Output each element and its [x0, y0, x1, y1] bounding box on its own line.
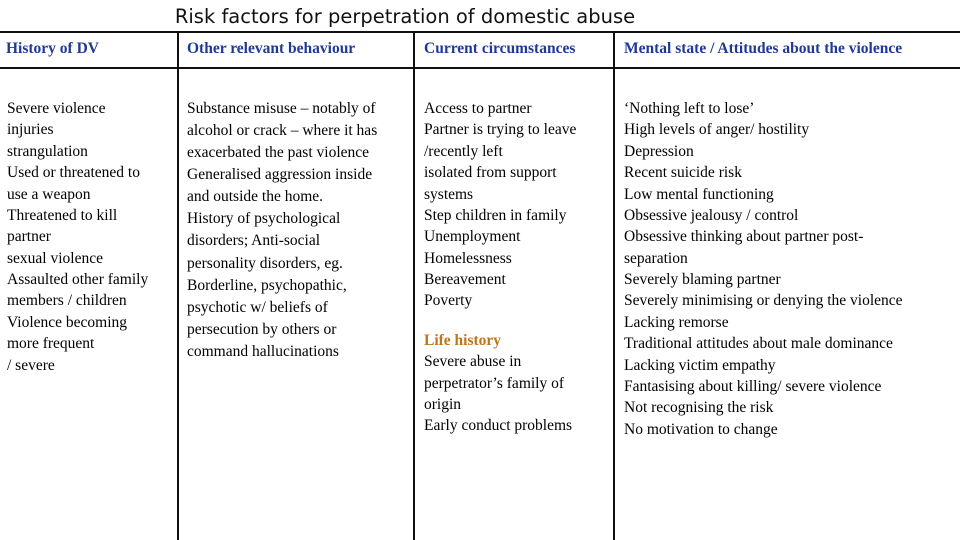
- list-item: Threatened to kill partner: [7, 206, 118, 246]
- list-item: Severely minimising or denying the violence: [624, 292, 903, 310]
- table-top-border: [0, 31, 960, 33]
- list-item: Assaulted other family members / children: [7, 271, 149, 310]
- list-item: sexual violence: [7, 249, 103, 267]
- header-current-circumstances: Current circumstances: [424, 40, 576, 57]
- list-item: Obsessive thinking about partner post- separation: [624, 228, 864, 267]
- list-item: Homelessness: [424, 249, 512, 267]
- list-item: Used or threatened to use a weapon: [7, 164, 140, 203]
- list-item: Fantasising about killing/ severe violence: [624, 377, 882, 395]
- list-item: Early conduct problems: [424, 417, 573, 435]
- header-divider: [0, 67, 960, 69]
- list-item: Traditional attitudes about male dominance: [624, 335, 893, 353]
- list-item: Violence becoming more frequent: [7, 313, 128, 353]
- list-item: Obsessive jealousy / control: [624, 206, 799, 224]
- list-item: Unemployment: [424, 228, 521, 246]
- list-item: Depression: [624, 142, 694, 160]
- list-item: Access to partner: [424, 100, 532, 117]
- list-item: Low mental functioning: [624, 185, 774, 203]
- list-item: isolated from support systems: [424, 164, 557, 203]
- list-item: Generalised aggression inside and outside the home.: [187, 166, 373, 206]
- history-of-dv-list: [7, 98, 175, 376]
- list-item: Bereavement: [424, 271, 506, 288]
- list-item: Poverty: [424, 292, 473, 310]
- current-circumstances-list: [424, 98, 610, 437]
- list-item: Lacking remorse: [624, 313, 729, 331]
- header-history-of-dv: History of DV: [6, 40, 99, 57]
- list-item: High levels of anger/ hostility: [624, 121, 810, 139]
- header-mental-state: Mental state / Attitudes about the violence: [624, 40, 903, 57]
- list-item: ‘Nothing left to lose’: [624, 100, 755, 117]
- list-item: Severe violence: [7, 100, 106, 117]
- column-divider: [413, 31, 415, 540]
- list-item: Recent suicide risk: [624, 164, 742, 182]
- list-item: Not recognising the risk: [624, 399, 774, 417]
- column-divider: [613, 31, 615, 540]
- header-other-relevant-behaviour: Other relevant behaviour: [187, 40, 356, 57]
- list-item: strangulation: [7, 142, 88, 160]
- life-history-heading: Life history: [424, 331, 502, 349]
- list-item: History of psychological disorders; Anti-social personality disorders, eg. Borderline, psychopathic, psychotic w/ beliefs of persecution by others or command hallucinations: [187, 210, 347, 360]
- list-item: Partner is trying to leave /recently left: [424, 121, 577, 160]
- page-title: Risk factors for perpetration of domestic abuse: [174, 5, 636, 28]
- mental-state-list: [624, 98, 959, 440]
- list-item: No motivation to change: [624, 420, 778, 438]
- list-item: Severe abuse in perpetrator’s family of origin: [424, 353, 565, 413]
- list-item: Lacking victim empathy: [624, 356, 776, 374]
- list-item: Substance misuse – notably of alcohol or crack – where it has exacerbated the past violence: [187, 100, 378, 162]
- list-item: Step children in family: [424, 206, 567, 224]
- list-item: injuries: [7, 121, 54, 139]
- other-behaviour-list: [187, 98, 411, 363]
- column-divider: [177, 31, 179, 540]
- list-item: Severely blaming partner: [624, 271, 781, 288]
- list-item: / severe: [7, 356, 55, 374]
